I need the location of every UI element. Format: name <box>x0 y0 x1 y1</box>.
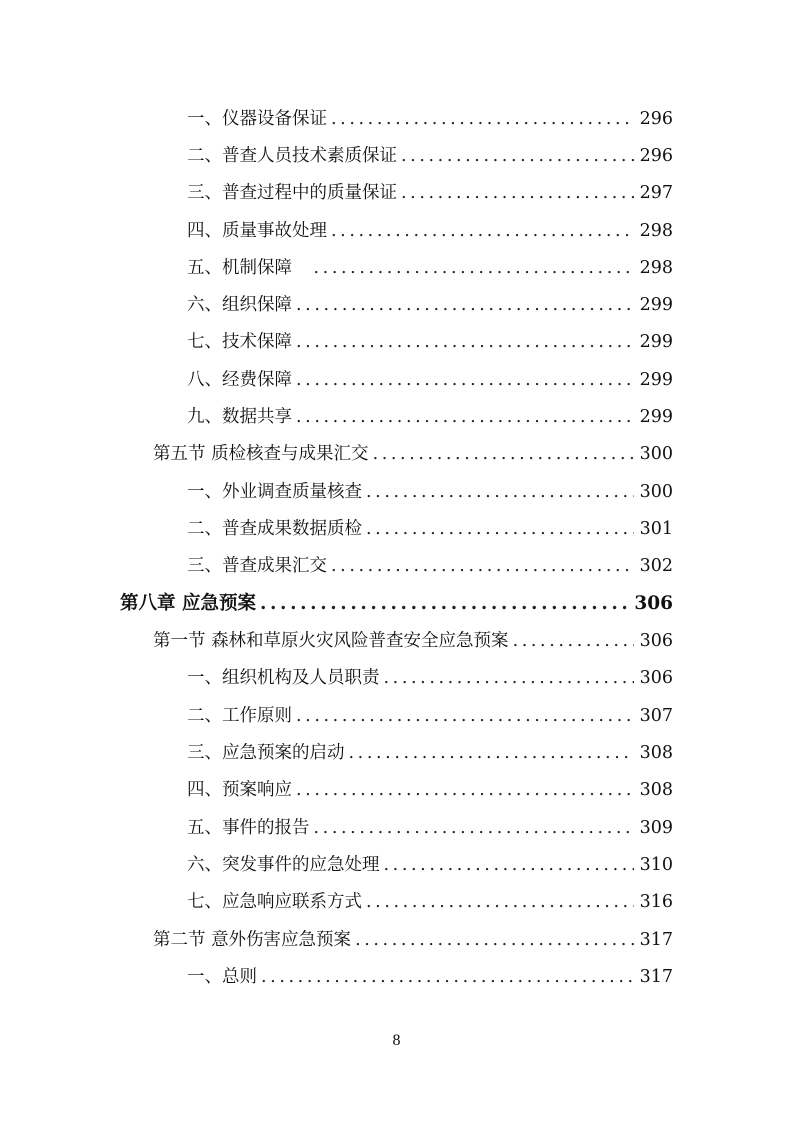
toc-entry-page: 297 <box>639 183 673 203</box>
dot-leader <box>296 290 634 320</box>
toc-entry-page: 306 <box>639 668 673 688</box>
toc-entry[interactable] <box>187 962 673 992</box>
dot-leader <box>355 925 634 955</box>
toc-entry[interactable] <box>187 551 673 581</box>
toc-entry[interactable] <box>187 216 673 246</box>
toc-section-entry[interactable] <box>153 439 673 469</box>
toc-entry-page: 317 <box>639 930 673 950</box>
toc-entry-page: 317 <box>639 967 673 987</box>
toc-entry-page: 298 <box>639 221 673 241</box>
toc-entry-title: 二、工作原则 <box>187 706 292 726</box>
toc-entry-page: 307 <box>639 706 673 726</box>
toc-entry-title: 第八章 应急预案 <box>120 593 256 614</box>
toc-section-entry[interactable] <box>153 925 673 955</box>
toc-entry[interactable] <box>187 775 673 805</box>
dot-leader <box>296 365 634 395</box>
toc-entry-page: 306 <box>639 631 673 651</box>
page-number: 8 <box>392 1032 401 1049</box>
toc-entry-title: 三、应急预案的启动 <box>187 743 345 763</box>
toc-entry[interactable] <box>187 290 673 320</box>
toc-entry[interactable] <box>187 887 673 917</box>
toc-entry[interactable] <box>187 327 673 357</box>
toc-entry-title: 九、数据共享 <box>187 407 292 427</box>
dot-leader <box>513 626 634 656</box>
toc-entry-title: 五、机制保障 <box>187 258 310 278</box>
toc-entry[interactable] <box>187 850 673 880</box>
dot-leader <box>331 104 634 134</box>
toc-entry-page: 309 <box>639 818 673 838</box>
toc-entry[interactable] <box>187 738 673 768</box>
toc-entry-page: 306 <box>634 593 673 614</box>
toc-entry[interactable] <box>187 104 673 134</box>
dot-leader <box>331 216 634 246</box>
dot-leader <box>314 253 634 283</box>
toc-entry-page: 300 <box>639 482 673 502</box>
toc-entry-title: 六、组织保障 <box>187 295 292 315</box>
toc-entry-page: 316 <box>639 892 673 912</box>
toc-entry[interactable] <box>187 141 673 171</box>
dot-leader <box>296 701 634 731</box>
toc-entry-title: 四、质量事故处理 <box>187 221 327 241</box>
toc-entry-page: 299 <box>639 370 673 390</box>
toc-entry-title: 一、总则 <box>187 967 257 987</box>
toc-entry-page: 298 <box>639 258 673 278</box>
dot-leader <box>261 962 634 992</box>
toc-entry-page: 308 <box>639 780 673 800</box>
toc-entry[interactable] <box>187 477 673 507</box>
dot-leader <box>296 775 634 805</box>
toc-entry-title: 三、普查过程中的质量保证 <box>187 183 397 203</box>
toc-entry[interactable] <box>187 701 673 731</box>
dot-leader <box>366 514 634 544</box>
dot-leader <box>384 850 634 880</box>
toc-entry[interactable] <box>187 813 673 843</box>
dot-leader <box>331 551 634 581</box>
toc-entry[interactable] <box>187 365 673 395</box>
toc-entry-title: 八、经费保障 <box>187 370 292 390</box>
dot-leader <box>384 663 634 693</box>
toc-entry-title: 七、应急响应联系方式 <box>187 892 362 912</box>
toc-entry-title: 一、外业调查质量核查 <box>187 482 362 502</box>
toc-chapter-entry[interactable] <box>120 589 673 619</box>
toc-entry-page: 308 <box>639 743 673 763</box>
toc-entry[interactable] <box>187 253 673 283</box>
toc-entry[interactable] <box>187 402 673 432</box>
toc-entry-title: 五、事件的报告 <box>187 818 310 838</box>
toc-entry-title: 三、普查成果汇交 <box>187 556 327 576</box>
toc-entry-title: 第一节 森林和草原火灾风险普查安全应急预案 <box>153 631 509 651</box>
toc-entry-title: 七、技术保障 <box>187 332 292 352</box>
dot-leader <box>314 813 634 843</box>
toc-entry[interactable] <box>187 514 673 544</box>
toc-entry-title: 二、普查成果数据质检 <box>187 519 362 539</box>
toc-section-entry[interactable] <box>153 626 673 656</box>
toc-entry-page: 310 <box>639 855 673 875</box>
toc-entry-page: 296 <box>639 146 673 166</box>
toc-entry-page: 301 <box>639 519 673 539</box>
toc-entry-title: 二、普查人员技术素质保证 <box>187 146 397 166</box>
toc-entry-title: 六、突发事件的应急处理 <box>187 855 380 875</box>
toc-entry-page: 302 <box>639 556 673 576</box>
toc-entry-title: 四、预案响应 <box>187 780 292 800</box>
dot-leader <box>349 738 634 768</box>
dot-leader <box>366 477 634 507</box>
dot-leader <box>296 327 634 357</box>
dot-leader <box>373 439 634 469</box>
toc-entry-title: 第二节 意外伤害应急预案 <box>153 930 352 950</box>
dot-leader <box>260 589 628 619</box>
toc-entry[interactable] <box>187 178 673 208</box>
dot-leader <box>401 178 634 208</box>
toc-entry-title: 一、组织机构及人员职责 <box>187 668 380 688</box>
toc-entry-title: 一、仪器设备保证 <box>187 109 327 129</box>
toc-entry[interactable] <box>187 663 673 693</box>
dot-leader <box>366 887 634 917</box>
toc-entry-page: 300 <box>639 444 673 464</box>
dot-leader <box>401 141 634 171</box>
toc-entry-title: 第五节 质检核查与成果汇交 <box>153 444 369 464</box>
toc-entry-page: 299 <box>639 295 673 315</box>
toc-entry-page: 296 <box>639 109 673 129</box>
toc-entry-page: 299 <box>639 332 673 352</box>
toc-entry-page: 299 <box>639 407 673 427</box>
dot-leader <box>296 402 634 432</box>
